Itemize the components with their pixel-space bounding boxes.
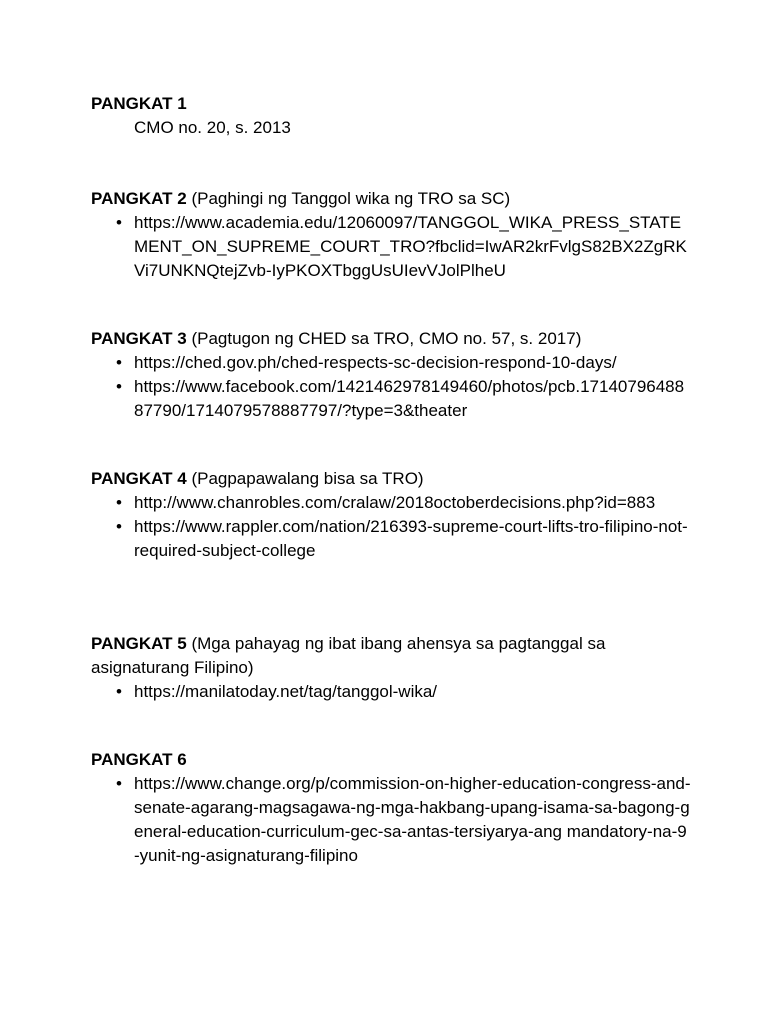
bullet-icon [113, 515, 125, 539]
group-heading [91, 327, 691, 351]
link-text[interactable]: https://ched.gov.ph/ched-respects-sc-decision-respond-10-days/ [134, 353, 617, 372]
list-item [91, 491, 691, 515]
link-list [91, 351, 691, 423]
group-subtitle: (Paghingi ng Tanggol wika ng TRO sa SC) [186, 189, 511, 208]
bullet-icon [113, 491, 125, 515]
group-heading [91, 187, 691, 211]
group-title: PANGKAT 3 [91, 329, 187, 348]
bullet-icon [113, 375, 125, 399]
bullet-icon [113, 351, 125, 375]
group-6 [91, 748, 691, 868]
link-text[interactable]: https://www.change.org/p/commission-on-higher-education-congress-and-senate-agarang-magsagawa-ng-mga-hakbang-upang-isama-sa-bagong-general-education-curriculum-gec-sa-antas-tersiyarya-ang mandatory-na-9-yunit-ng-asignaturang-filipino [134, 774, 691, 865]
link-list [91, 491, 691, 563]
group-heading [91, 632, 691, 680]
group-subtitle: (Pagtugon ng CHED sa TRO, CMO no. 57, s. 2017) [186, 329, 582, 348]
group-3 [91, 327, 691, 423]
link-list [91, 680, 691, 704]
group-title: PANGKAT 2 [91, 189, 187, 208]
link-text[interactable]: https://www.academia.edu/12060097/TANGGOL_WIKA_PRESS_STATEMENT_ON_SUPREME_COURT_TRO?fbclid=IwAR2krFvlgS82BX2ZgRKVi7UNKNQtejZvb-IyPKOXTbggUsUIevVJolPlheU [134, 213, 687, 280]
group-title: PANGKAT 5 [91, 634, 187, 653]
link-text[interactable]: https://www.rappler.com/nation/216393-supreme-court-lifts-tro-filipino-not-required-subject-college [134, 517, 688, 560]
group-title: PANGKAT 1 [91, 94, 187, 113]
group-4 [91, 467, 691, 563]
list-item [91, 351, 691, 375]
bullet-icon [113, 211, 125, 235]
group-heading [91, 748, 691, 772]
link-list [91, 211, 691, 283]
list-item [91, 680, 691, 704]
group-subtitle: (Pagpapawalang bisa sa TRO) [186, 469, 424, 488]
group-5 [91, 632, 691, 704]
link-list [91, 772, 691, 868]
group-title: PANGKAT 4 [91, 469, 187, 488]
list-item [91, 375, 691, 423]
group-heading [91, 92, 691, 116]
group-title: PANGKAT 6 [91, 750, 187, 769]
group-heading [91, 467, 691, 491]
list-item [91, 211, 691, 283]
bullet-icon [113, 680, 125, 704]
link-text[interactable]: https://manilatoday.net/tag/tanggol-wika/ [134, 682, 438, 701]
list-item [91, 772, 691, 868]
group-text: CMO no. 20, s. 2013 [134, 118, 291, 137]
link-text[interactable]: http://www.chanrobles.com/cralaw/2018octoberdecisions.php?id=883 [134, 493, 656, 512]
group-1 [91, 92, 691, 140]
list-item [91, 515, 691, 563]
link-text[interactable]: https://www.facebook.com/1421462978149460/photos/pcb.1714079648887790/1714079578887797/?type=3&theater [134, 377, 685, 420]
group-subtitle: (Mga pahayag ng ibat ibang ahensya sa pagtanggal sa asignaturang Filipino) [91, 634, 606, 677]
bullet-icon [113, 772, 125, 796]
group-2 [91, 187, 691, 283]
